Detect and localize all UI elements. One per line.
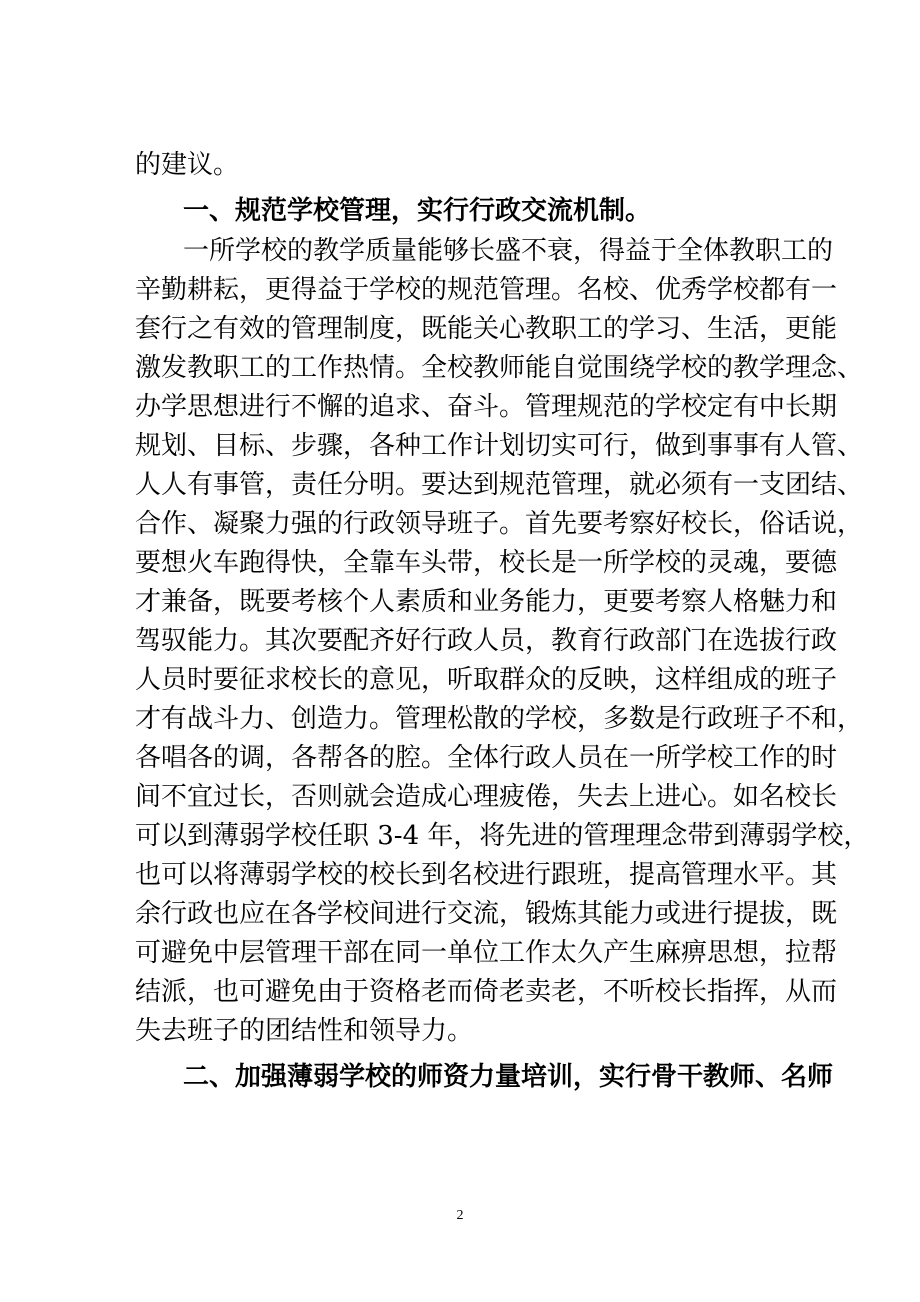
section-heading-1: 一、规范学校管理，实行行政交流机制。 (183, 196, 652, 226)
paragraph-line: 人人有事管，责任分明。要达到规范管理，就必须有一支团结、 (135, 470, 864, 500)
paragraph-line: 可以到薄弱学校任职 3-4 年，将先进的管理理念带到薄弱学校， (135, 821, 870, 851)
paragraph-line: 要想火车跑得快，全靠车头带，校长是一所学校的灵魂，要德 (135, 548, 838, 578)
paragraph-line: 激发教职工的工作热情。全校教师能自觉围绕学校的教学理念、 (135, 353, 864, 383)
paragraph-line: 才兼备，既要考核个人素质和业务能力，更要考察人格魅力和 (135, 587, 838, 617)
paragraph-line: 一所学校的教学质量能够长盛不衰，得益于全体教职工的 (183, 236, 834, 266)
paragraph-line: 套行之有效的管理制度，既能关心教职工的学习、生活，更能 (135, 314, 838, 344)
paragraph-line: 也可以将薄弱学校的校长到名校进行跟班，提高管理水平。其 (135, 860, 838, 890)
paragraph-line: 规划、目标、步骤，各种工作计划切实可行，做到事事有人管、 (135, 431, 864, 461)
paragraph-line: 驾驭能力。其次要配齐好行政人员，教育行政部门在选拔行政 (135, 626, 838, 656)
paragraph-line: 合作、凝聚力强的行政领导班子。首先要考察好校长，俗话说， (135, 509, 864, 539)
paragraph-line: 人员时要征求校长的意见，听取群众的反映，这样组成的班子 (135, 665, 838, 695)
paragraph-line: 结派，也可避免由于资格老而倚老卖老，不听校长指挥，从而 (135, 977, 838, 1007)
paragraph-line: 余行政也应在各学校间进行交流，锻炼其能力或进行提拔，既 (135, 899, 838, 929)
paragraph-line: 各唱各的调，各帮各的腔。全体行政人员在一所学校工作的时 (135, 743, 838, 773)
paragraph-line: 间不宜过长，否则就会造成心理疲倦，失去上进心。如名校长 (135, 782, 838, 812)
paragraph-line: 可避免中层管理干部在同一单位工作太久产生麻痹思想，拉帮 (135, 938, 838, 968)
page-number: 2 (456, 1208, 464, 1223)
paragraph-line: 办学思想进行不懈的追求、奋斗。管理规范的学校定有中长期 (135, 392, 838, 422)
paragraph-line: 辛勤耕耘，更得益于学校的规范管理。名校、优秀学校都有一 (135, 275, 838, 305)
section-heading-2: 二、加强薄弱学校的师资力量培训，实行骨干教师、名师 (183, 1062, 834, 1092)
continuation-line: 的建议。 (135, 150, 240, 180)
paragraph-line: 才有战斗力、创造力。管理松散的学校，多数是行政班子不和， (135, 704, 864, 734)
paragraph-line: 失去班子的团结性和领导力。 (135, 1016, 474, 1046)
